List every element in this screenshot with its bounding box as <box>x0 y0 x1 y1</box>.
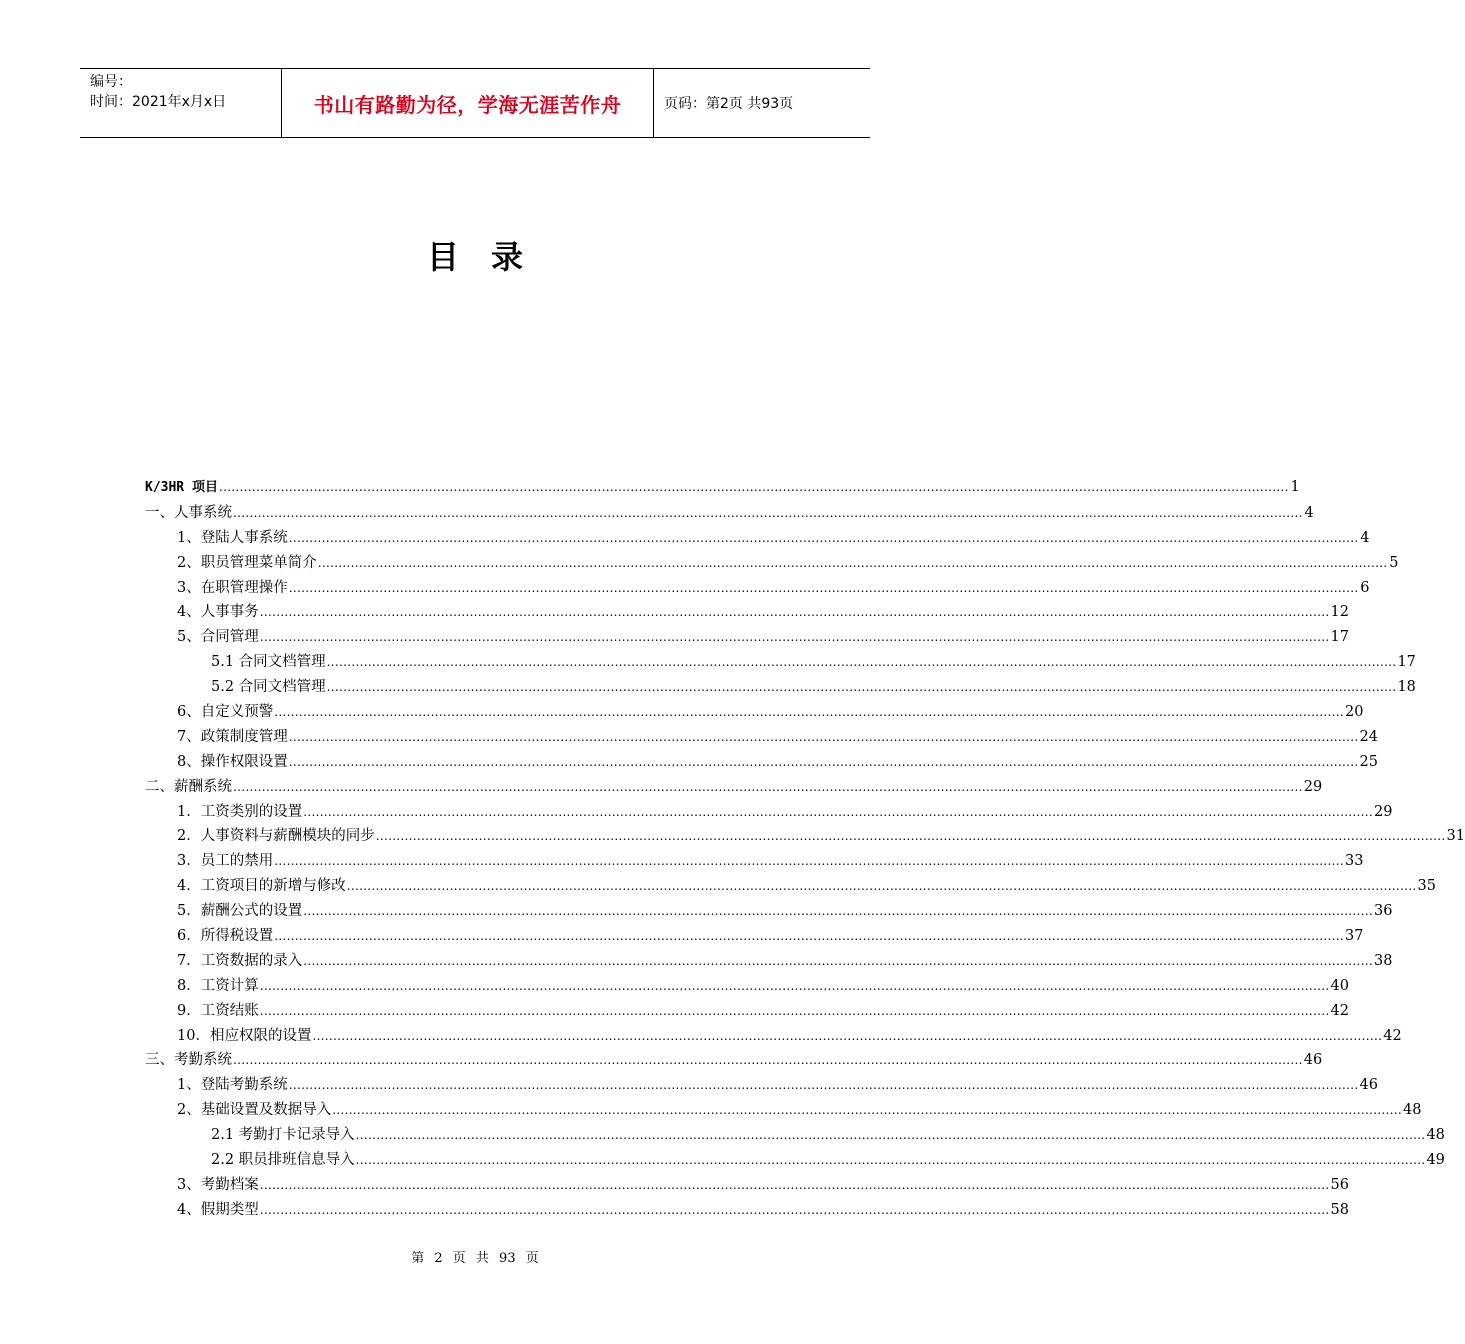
header-motto: 书山有路勤为径，学海无涯苦作舟 <box>282 69 654 137</box>
toc-entry-title: 5．薪酬公式的设置 <box>177 903 303 920</box>
toc-entry-title: 1、登陆人事系统 <box>177 529 288 546</box>
toc-entry-title: 三、考勤系统 <box>145 1052 232 1069</box>
toc-entry[interactable] <box>145 1024 1402 1049</box>
toc-entry-page: 37 <box>1345 928 1364 945</box>
toc-entry-page: 6 <box>1360 579 1370 596</box>
toc-entry-page: 35 <box>1417 878 1436 895</box>
toc-entry-page: 29 <box>1303 778 1323 795</box>
toc-leader-dots: .................................................................................................................................................................................................................................................................... <box>233 505 1303 520</box>
toc-entry-page: 38 <box>1374 952 1393 969</box>
toc-leader-dots: .................................................................................................................................................................................................................................................................... <box>259 978 1330 993</box>
page-footer: 第 2 页 共 93 页 <box>411 1251 539 1266</box>
toc-leader-dots: .................................................................................................................................................................................................................................................................... <box>259 1003 1330 1018</box>
toc-entry-title: 7、政策制度管理 <box>177 728 288 745</box>
toc-leader-dots: .................................................................................................................................................................................................................................................................... <box>274 705 1344 720</box>
toc-entry[interactable] <box>145 600 1349 625</box>
toc-entry[interactable] <box>145 750 1378 775</box>
toc-entry[interactable] <box>145 849 1364 874</box>
toc-entry[interactable] <box>145 551 1399 576</box>
toc-leader-dots: .................................................................................................................................................................................................................................................................... <box>259 1177 1330 1192</box>
toc-entry[interactable] <box>145 700 1364 725</box>
toc-entry[interactable] <box>145 1123 1445 1148</box>
toc-entry-title: 2．人事资料与薪酬模块的同步 <box>177 828 375 845</box>
toc-leader-dots: .................................................................................................................................................................................................................................................................... <box>288 580 1359 595</box>
toc-entry-title: 2.1 考勤打卡记录导入 <box>211 1127 355 1144</box>
toc-entry[interactable] <box>145 476 1300 501</box>
toc-entry-page: 56 <box>1330 1176 1349 1193</box>
toc-leader-dots: .................................................................................................................................................................................................................................................................... <box>233 1053 1303 1068</box>
toc-entry[interactable] <box>145 999 1349 1024</box>
toc-entry-title: 2.2 职员排班信息导入 <box>211 1152 355 1169</box>
toc-leader-dots: .................................................................................................................................................................................................................................................................... <box>312 1028 1383 1043</box>
toc-entry-page: 1 <box>1290 479 1300 495</box>
toc-entry[interactable] <box>145 526 1370 551</box>
toc-entry-page: 42 <box>1330 1002 1349 1019</box>
toc-entry-title: 5.1 合同文档管理 <box>211 654 326 671</box>
toc-entry[interactable] <box>145 1098 1422 1123</box>
toc-entry-page: 49 <box>1426 1152 1445 1169</box>
toc-entry[interactable] <box>145 576 1370 601</box>
toc-entry[interactable] <box>145 800 1393 825</box>
toc-entry[interactable] <box>145 650 1416 675</box>
toc-entry[interactable] <box>145 1048 1323 1073</box>
toc-leader-dots: .................................................................................................................................................................................................................................................................... <box>303 804 1373 819</box>
toc-leader-dots: .................................................................................................................................................................................................................................................................... <box>288 754 1359 769</box>
toc-entry-page: 33 <box>1345 853 1364 870</box>
toc-entry[interactable] <box>145 625 1349 650</box>
toc-entry[interactable] <box>145 899 1393 924</box>
toc-entry-title: 4、假期类型 <box>177 1201 259 1218</box>
toc-entry-page: 24 <box>1359 728 1378 745</box>
header-time: 时间：2021年x月x日 <box>90 94 227 110</box>
toc-entry-title: 5.2 合同文档管理 <box>211 679 326 696</box>
toc-leader-dots: .................................................................................................................................................................................................................................................................... <box>259 1202 1330 1217</box>
toc-entry-title: 2、职员管理菜单简介 <box>177 554 317 571</box>
header-page-info: 页码：第2页 共93页 <box>664 96 794 112</box>
toc-entry-title: K/3HR 项目 <box>145 480 218 495</box>
toc-entry[interactable] <box>145 775 1323 800</box>
toc-entry-title: 3、在职管理操作 <box>177 579 288 596</box>
toc-entry-page: 48 <box>1426 1127 1445 1144</box>
toc-entry-title: 3．员工的禁用 <box>177 853 274 870</box>
toc-leader-dots: .................................................................................................................................................................................................................................................................... <box>303 904 1373 919</box>
toc-entry[interactable] <box>145 1148 1445 1173</box>
toc-entry-title: 7．工资数据的录入 <box>177 952 303 969</box>
toc-leader-dots: .................................................................................................................................................................................................................................................................... <box>355 1153 1426 1168</box>
toc-entry[interactable] <box>145 1073 1378 1098</box>
toc-entry[interactable] <box>145 924 1364 949</box>
toc-leader-dots: .................................................................................................................................................................................................................................................................... <box>259 630 1330 645</box>
toc-entry-title: 6．所得税设置 <box>177 928 274 945</box>
toc-leader-dots: .................................................................................................................................................................................................................................................................... <box>355 1128 1426 1143</box>
toc-leader-dots: .................................................................................................................................................................................................................................................................... <box>332 1103 1402 1118</box>
table-of-contents <box>145 476 1465 1223</box>
toc-entry-title: 8、操作权限设置 <box>177 753 288 770</box>
toc-entry[interactable] <box>145 874 1436 899</box>
toc-entry[interactable] <box>145 675 1416 700</box>
toc-leader-dots: .................................................................................................................................................................................................................................................................... <box>288 1078 1359 1093</box>
toc-entry-page: 29 <box>1374 803 1393 820</box>
toc-leader-dots: .................................................................................................................................................................................................................................................................... <box>274 854 1344 869</box>
toc-entry-title: 1、登陆考勤系统 <box>177 1077 288 1094</box>
toc-entry-page: 12 <box>1330 604 1349 621</box>
toc-entry-page: 58 <box>1330 1201 1349 1218</box>
toc-entry-page: 18 <box>1397 679 1416 696</box>
toc-entry-title: 3、考勤档案 <box>177 1176 259 1193</box>
toc-entry[interactable] <box>145 949 1393 974</box>
toc-leader-dots: .................................................................................................................................................................................................................................................................... <box>326 680 1397 695</box>
toc-entry-title: 4、人事事务 <box>177 604 259 621</box>
toc-leader-dots: .................................................................................................................................................................................................................................................................... <box>317 555 1388 570</box>
toc-entry-title: 6、自定义预警 <box>177 704 274 721</box>
page-title: 目录 <box>426 238 555 276</box>
toc-entry-page: 48 <box>1403 1102 1422 1119</box>
toc-leader-dots: .................................................................................................................................................................................................................................................................... <box>375 829 1446 844</box>
toc-leader-dots: .................................................................................................................................................................................................................................................................... <box>326 655 1397 670</box>
toc-entry-title: 5、合同管理 <box>177 629 259 646</box>
toc-entry-page: 46 <box>1303 1052 1323 1069</box>
toc-entry-page: 36 <box>1374 903 1393 920</box>
toc-entry-page: 31 <box>1446 828 1465 845</box>
toc-entry-page: 17 <box>1397 654 1416 671</box>
toc-leader-dots: .................................................................................................................................................................................................................................................................... <box>346 879 1417 894</box>
header-number: 编号： <box>90 74 132 90</box>
toc-entry-page: 5 <box>1389 554 1399 571</box>
page-header <box>80 68 870 138</box>
toc-leader-dots: .................................................................................................................................................................................................................................................................... <box>303 953 1373 968</box>
toc-entry[interactable] <box>145 725 1378 750</box>
toc-leader-dots: .................................................................................................................................................................................................................................................................... <box>218 480 1289 494</box>
toc-entry-title: 4．工资项目的新增与修改 <box>177 878 346 895</box>
toc-entry-page: 4 <box>1304 504 1314 521</box>
toc-leader-dots: .................................................................................................................................................................................................................................................................... <box>288 729 1359 744</box>
toc-entry-page: 25 <box>1359 753 1378 770</box>
toc-entry[interactable] <box>145 824 1465 849</box>
toc-entry-page: 4 <box>1360 529 1370 546</box>
toc-leader-dots: .................................................................................................................................................................................................................................................................... <box>233 779 1303 794</box>
toc-entry-title: 二、薪酬系统 <box>145 778 232 795</box>
toc-entry[interactable] <box>145 974 1349 999</box>
toc-entry-title: 一、人事系统 <box>145 504 232 521</box>
toc-leader-dots: .................................................................................................................................................................................................................................................................... <box>288 530 1359 545</box>
header-meta <box>80 69 282 137</box>
toc-entry[interactable] <box>145 1198 1349 1223</box>
toc-entry-page: 20 <box>1345 704 1364 721</box>
toc-entry-page: 40 <box>1330 977 1349 994</box>
toc-entry[interactable] <box>145 501 1314 526</box>
toc-entry-title: 9．工资结账 <box>177 1002 259 1019</box>
toc-entry-page: 17 <box>1330 629 1349 646</box>
toc-entry-page: 42 <box>1383 1027 1402 1044</box>
toc-entry-title: 10．相应权限的设置 <box>177 1027 312 1044</box>
toc-entry-title: 2、基础设置及数据导入 <box>177 1102 332 1119</box>
toc-entry-title: 1．工资类别的设置 <box>177 803 303 820</box>
toc-entry-page: 46 <box>1359 1077 1378 1094</box>
toc-entry-title: 8．工资计算 <box>177 977 259 994</box>
toc-leader-dots: .................................................................................................................................................................................................................................................................... <box>274 929 1344 944</box>
toc-leader-dots: .................................................................................................................................................................................................................................................................... <box>259 605 1330 620</box>
toc-entry[interactable] <box>145 1173 1349 1198</box>
